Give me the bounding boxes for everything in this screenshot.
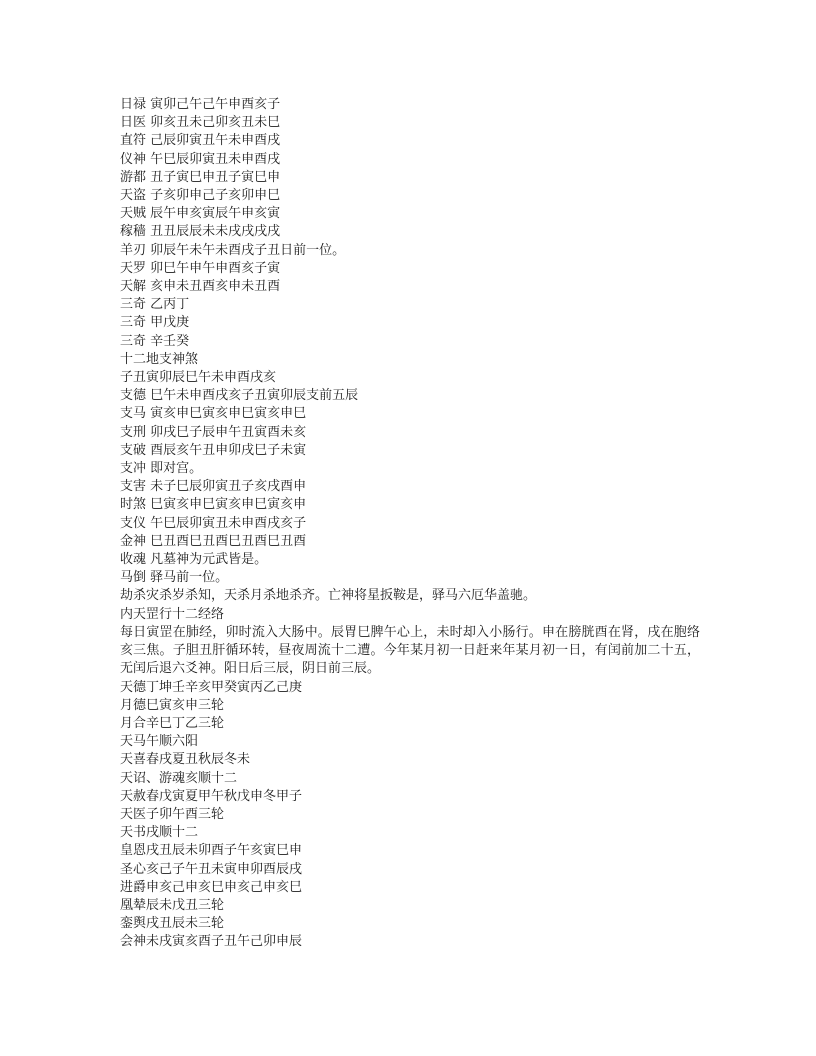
section-top-lines bbox=[120, 96, 700, 624]
section-heading: 内天罡行十二经络 bbox=[120, 606, 225, 622]
text-line: 支仪 午巳辰卯寅丑未申酉戌亥子 bbox=[120, 515, 307, 531]
body-paragraph: 每日寅罡在肺经，卯时流入大肠中。辰胃巳脾午心上，未时却入小肠行。申在膀胱酉在肾，戌在胞络亥三焦。子胆丑肝循环转，昼夜周流十二遭。今年某月初一日赶来年某月初一日，有闰前加二十五，无闰后退六爻神。阳日后三辰，阴日前三辰。 bbox=[120, 624, 700, 677]
text-line: 仪神 午巳辰卯寅丑未申酉戌 bbox=[120, 151, 281, 167]
text-line: 游都 丑子寅巳申丑子寅巳申 bbox=[120, 169, 281, 185]
text-line: 支马 寅亥申巳寅亥申巳寅亥申巳 bbox=[120, 406, 307, 422]
text-line: 天喜春戌夏丑秋辰冬未 bbox=[120, 752, 251, 768]
text-line: 支德 巳午未申酉戌亥子丑寅卯辰支前五辰 bbox=[120, 388, 359, 404]
text-line: 天赦春戊寅夏甲午秋戊申冬甲子 bbox=[120, 788, 303, 804]
text-line: 皇恩戌丑辰未卯酉子午亥寅巳申 bbox=[120, 843, 303, 859]
text-line: 劫杀灾杀岁杀知，天杀月杀地杀齐。亡神将星扳鞍是，驿马六厄华盖驰。 bbox=[120, 588, 537, 604]
text-line: 圣心亥己子午丑未寅申卯酉辰戌 bbox=[120, 861, 303, 877]
text-line: 天诏、游魂亥顺十二 bbox=[120, 770, 238, 786]
text-line: 三奇 乙丙丁 bbox=[120, 297, 190, 313]
text-line: 三奇 辛壬癸 bbox=[120, 333, 190, 349]
text-line: 时煞 巳寅亥申巳寅亥申巳寅亥申 bbox=[120, 497, 307, 513]
text-line: 凰辇辰未戊丑三轮 bbox=[120, 897, 225, 913]
text-line: 天解 亥申未丑酉亥申未丑酉 bbox=[120, 279, 281, 295]
text-line: 马倒 驿马前一位。 bbox=[120, 570, 229, 586]
text-line: 天盗 子亥卯申己子亥卯申巳 bbox=[120, 188, 281, 204]
text-line: 三奇 甲戊庚 bbox=[120, 315, 190, 331]
text-line: 子丑寅卯辰巳午未申酉戌亥 bbox=[120, 370, 277, 386]
text-line: 金神 巳丑酉巳丑酉巳丑酉巳丑酉 bbox=[120, 533, 307, 549]
text-line: 支冲 即对宫。 bbox=[120, 461, 203, 477]
text-line: 支破 酉辰亥午丑申卯戌巳子未寅 bbox=[120, 442, 307, 458]
text-line: 月合辛巳丁乙三轮 bbox=[120, 715, 225, 731]
text-line: 收魂 凡墓神为元武皆是。 bbox=[120, 552, 268, 568]
text-line: 进爵申亥己申亥巳申亥己申亥巳 bbox=[120, 879, 303, 895]
text-line: 稼穑 丑丑辰辰未未戌戌戌戌 bbox=[120, 224, 281, 240]
document-page bbox=[120, 96, 700, 952]
text-line: 天马午顺六阳 bbox=[120, 734, 199, 750]
text-line: 天医子卯午酉三轮 bbox=[120, 806, 225, 822]
text-line: 天罗 卯巳午申午申酉亥子寅 bbox=[120, 260, 281, 276]
text-line: 日医 卯亥丑未己卯亥丑未巳 bbox=[120, 115, 281, 131]
text-line: 日禄 寅卯己午己午申酉亥子 bbox=[120, 97, 281, 112]
text-line: 直符 己辰卯寅丑午未申酉戌 bbox=[120, 133, 281, 149]
text-line: 支害 未子巳辰卯寅丑子亥戌酉申 bbox=[120, 479, 307, 495]
text-line: 天德丁坤壬辛亥甲癸寅丙乙己庚 bbox=[120, 679, 303, 695]
text-line: 羊刃 卯辰午未午未酉戌子丑日前一位。 bbox=[120, 242, 346, 258]
text-line: 銮舆戌丑辰未三轮 bbox=[120, 916, 225, 932]
text-line: 天书戌顺十二 bbox=[120, 825, 199, 841]
text-line: 支刑 卯戌巳子辰申午丑寅酉未亥 bbox=[120, 424, 307, 440]
text-line: 天贼 辰午申亥寅辰午申亥寅 bbox=[120, 206, 281, 222]
section-heading: 十二地支神煞 bbox=[120, 351, 199, 367]
text-line: 月德巳寅亥申三轮 bbox=[120, 697, 225, 713]
text-line: 会神未戌寅亥酉子丑午己卯申辰 bbox=[120, 934, 303, 950]
section-bottom-lines bbox=[120, 679, 700, 952]
